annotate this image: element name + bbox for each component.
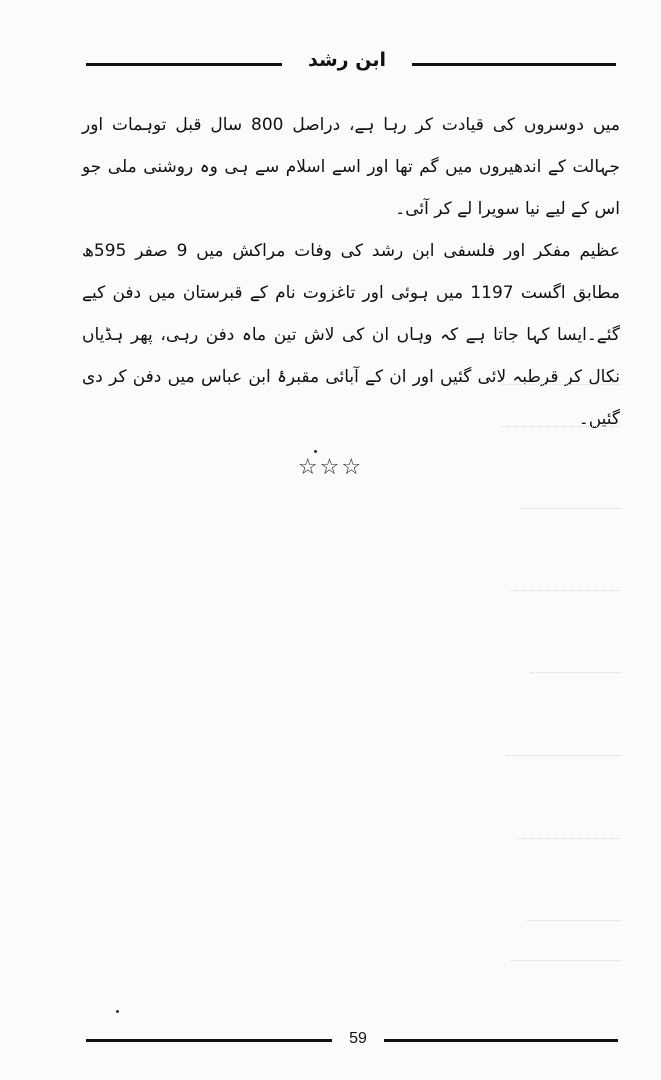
body-text [82, 104, 620, 440]
footer-rule-left [86, 1039, 332, 1042]
bleed-line [506, 755, 621, 756]
ink-speck [116, 1010, 119, 1013]
section-separator: ☆☆☆ [297, 455, 364, 480]
bleed-line [516, 838, 621, 839]
bleed-line [511, 960, 621, 961]
page-header [82, 46, 620, 76]
bleed-line [521, 508, 621, 509]
bleed-line [526, 920, 621, 921]
ink-speck [314, 450, 317, 453]
paragraph-1: میں دوسروں کی قیادت کر رہا ہے، دراصل 800 سال قبل توہمات اور جہالت کے اندھیروں میں گم تھا اور اسے اسلام سے ہی وہ روشنی ملی جو اس کے لیے نیا سویرا لے کر آئی۔ [82, 115, 620, 219]
bleed-line [501, 384, 621, 385]
bleed-line [501, 426, 621, 427]
header-rule-left [86, 63, 282, 66]
running-title: ابن رشد [308, 49, 386, 71]
header-rule-right [412, 63, 616, 66]
page-footer [82, 1027, 620, 1053]
bleed-line [511, 590, 621, 591]
bleed-line [531, 672, 621, 673]
paragraph-2: عظیم مفکر اور فلسفی ابن رشد کی وفات مراکش میں 9 صفر 595ھ مطابق اگست 1197 میں ہوئی اور تاغزوت نام کے قبرستان میں دفن کیے گئے۔ایسا کہا جاتا ہے کہ وہاں ان کی لاش تین ماہ دفن رہی، پھر ہڈیاں نکال کر قرطبہ لائی گئیں اور ان کے آبائی مقبرۂ ابن عباس میں دفن کر دی گئیں۔ [82, 241, 621, 429]
footer-rule-right [384, 1039, 618, 1042]
page-number: 59 [349, 1030, 367, 1047]
